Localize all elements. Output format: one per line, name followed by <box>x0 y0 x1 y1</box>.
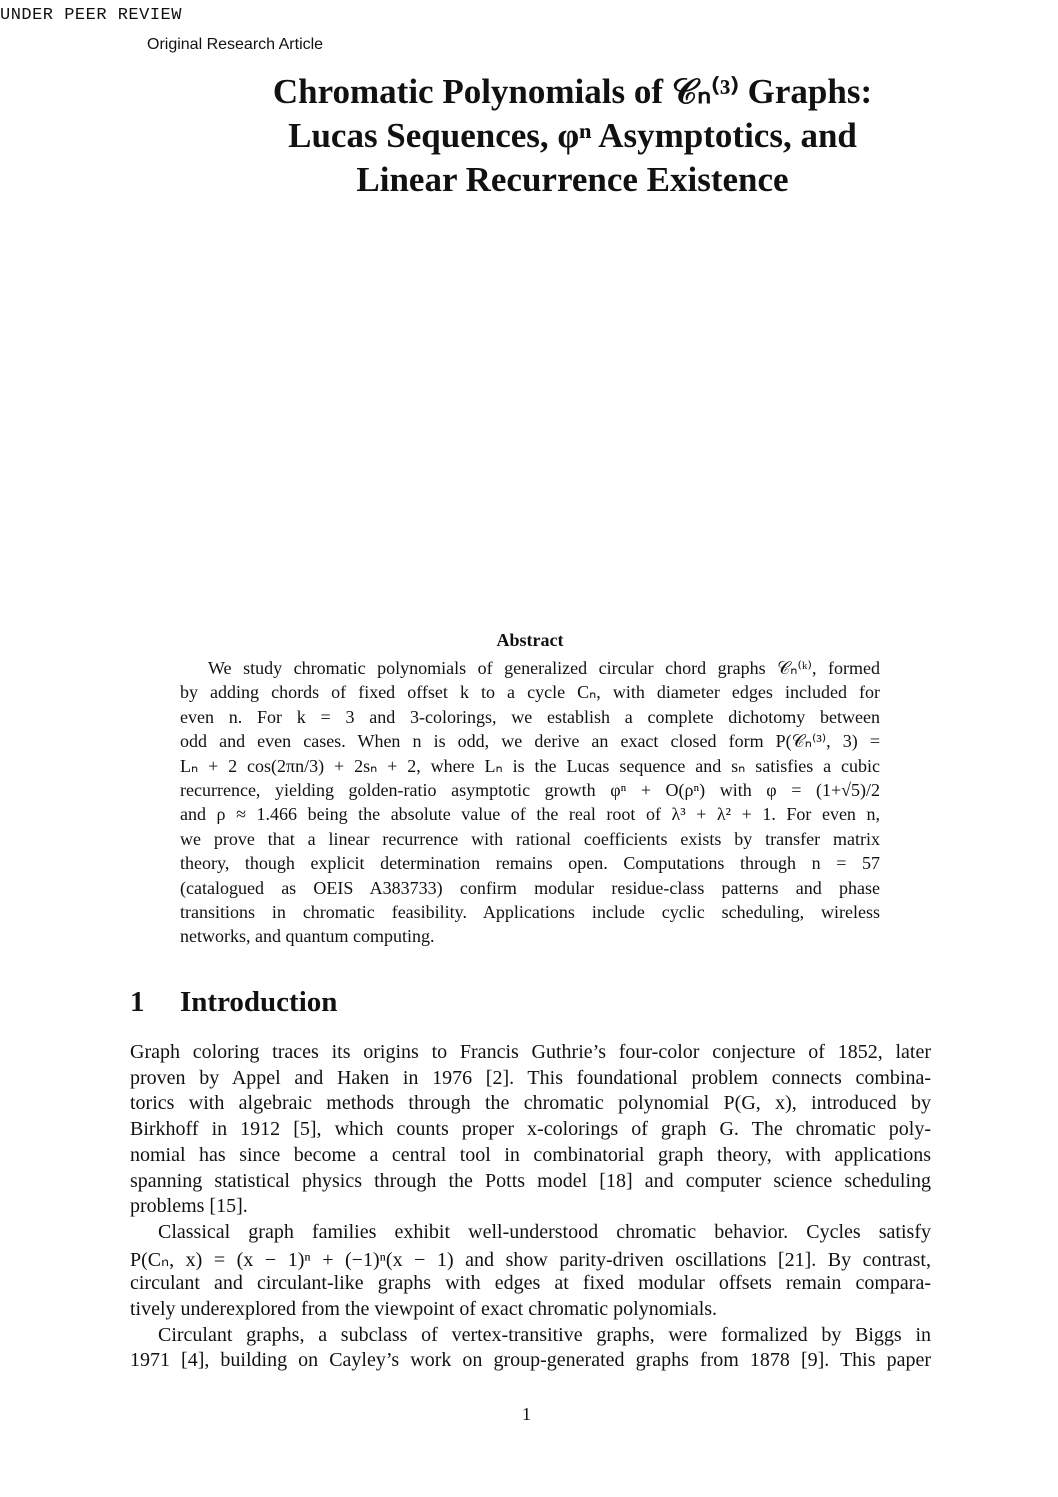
paragraph-line: spanning statistical physics through the Potts model [18] and computer science scheduling <box>130 1169 931 1192</box>
paragraph-line: 1971 [4], building on Cayley’s work on group-generated graphs from 1878 [9]. This paper <box>130 1349 931 1372</box>
abstract-heading: Abstract <box>496 630 564 650</box>
abstract-line: Lₙ + 2 cos(2πn/3) + 2sₙ + 2, where Lₙ is the Lucas sequence and sₙ satisfies a cubic <box>180 755 880 776</box>
paragraph-line: proven by Appel and Haken in 1976 [2]. This foundational problem connects combina- <box>130 1066 931 1089</box>
abstract-line: even n. For k = 3 and 3-colorings, we establish a complete dichotomy between <box>180 706 880 727</box>
title-line: Linear Recurrence Existence <box>356 160 789 199</box>
abstract-line: transitions in chromatic feasibility. Applications include cyclic scheduling, wireless <box>180 902 880 922</box>
section-number: 1 <box>130 986 145 1018</box>
page-number: 1 <box>522 1404 531 1424</box>
paragraph-line: Circulant graphs, a subclass of vertex-transitive graphs, were formalized by Biggs in <box>158 1323 931 1346</box>
abstract-line: We study chromatic polynomials of generalized circular chord graphs 𝒞ₙ⁽ᵏ⁾, formed <box>208 658 880 678</box>
abstract-line: networks, and quantum computing. <box>180 926 435 947</box>
title-line: Chromatic Polynomials of 𝒞ₙ⁽³⁾ Graphs: <box>272 72 873 111</box>
title-line: Lucas Sequences, φⁿ Asymptotics, and <box>288 116 857 155</box>
paragraph-line: P(Cₙ, x) = (x − 1)ⁿ + (−1)ⁿ(x − 1) and show parity-driven oscillations [21]. By contrast, <box>130 1248 931 1271</box>
abstract-line: odd and even cases. When n is odd, we derive an exact closed form P(𝒞ₙ⁽³⁾, 3) = <box>180 731 880 752</box>
paragraph-line: nomial has since become a central tool in combinatorial graph theory, with applications <box>130 1143 931 1166</box>
section-title: Introduction <box>180 986 338 1018</box>
abstract-line: by adding chords of fixed offset k to a cycle Cₙ, with diameter edges included for <box>180 682 880 703</box>
abstract-line: we prove that a linear recurrence with rational coefficients exists by transfer matrix <box>180 828 880 849</box>
paper-title <box>180 70 965 202</box>
abstract-line: theory, though explicit determination remains open. Computations through n = 57 <box>180 853 880 874</box>
paragraph-line: Classical graph families exhibit well-understood chromatic behavior. Cycles satisfy <box>158 1220 931 1243</box>
abstract-line: (catalogued as OEIS A383733) confirm modular residue-class patterns and phase <box>180 877 880 898</box>
paragraph-line: tively underexplored from the viewpoint of exact chromatic polynomials. <box>130 1298 718 1320</box>
article-type: Original Research Article <box>147 36 324 53</box>
paragraph-line: problems [15]. <box>130 1195 248 1218</box>
paragraph-line: Graph coloring traces its origins to Francis Guthrie’s four-color conjecture of 1852, later <box>130 1041 931 1063</box>
section-heading <box>130 986 337 1019</box>
peer-review-banner: UNDER PEER REVIEW <box>0 6 182 25</box>
paragraph-line: Birkhoff in 1912 [5], which counts proper x-colorings of graph G. The chromatic poly- <box>130 1118 931 1141</box>
paragraph-line: circulant and circulant-like graphs with edges at fixed modular offsets remain compara- <box>130 1272 931 1295</box>
abstract-line: recurrence, yielding golden-ratio asymptotic growth φⁿ + O(ρⁿ) with φ = (1+√5)/2 <box>180 780 880 800</box>
paragraph-line: torics with algebraic methods through the chromatic polynomial P(G, x), introduced by <box>130 1092 931 1115</box>
abstract-line: and ρ ≈ 1.466 being the absolute value of the real root of λ³ + λ² + 1. For even n, <box>180 804 880 825</box>
